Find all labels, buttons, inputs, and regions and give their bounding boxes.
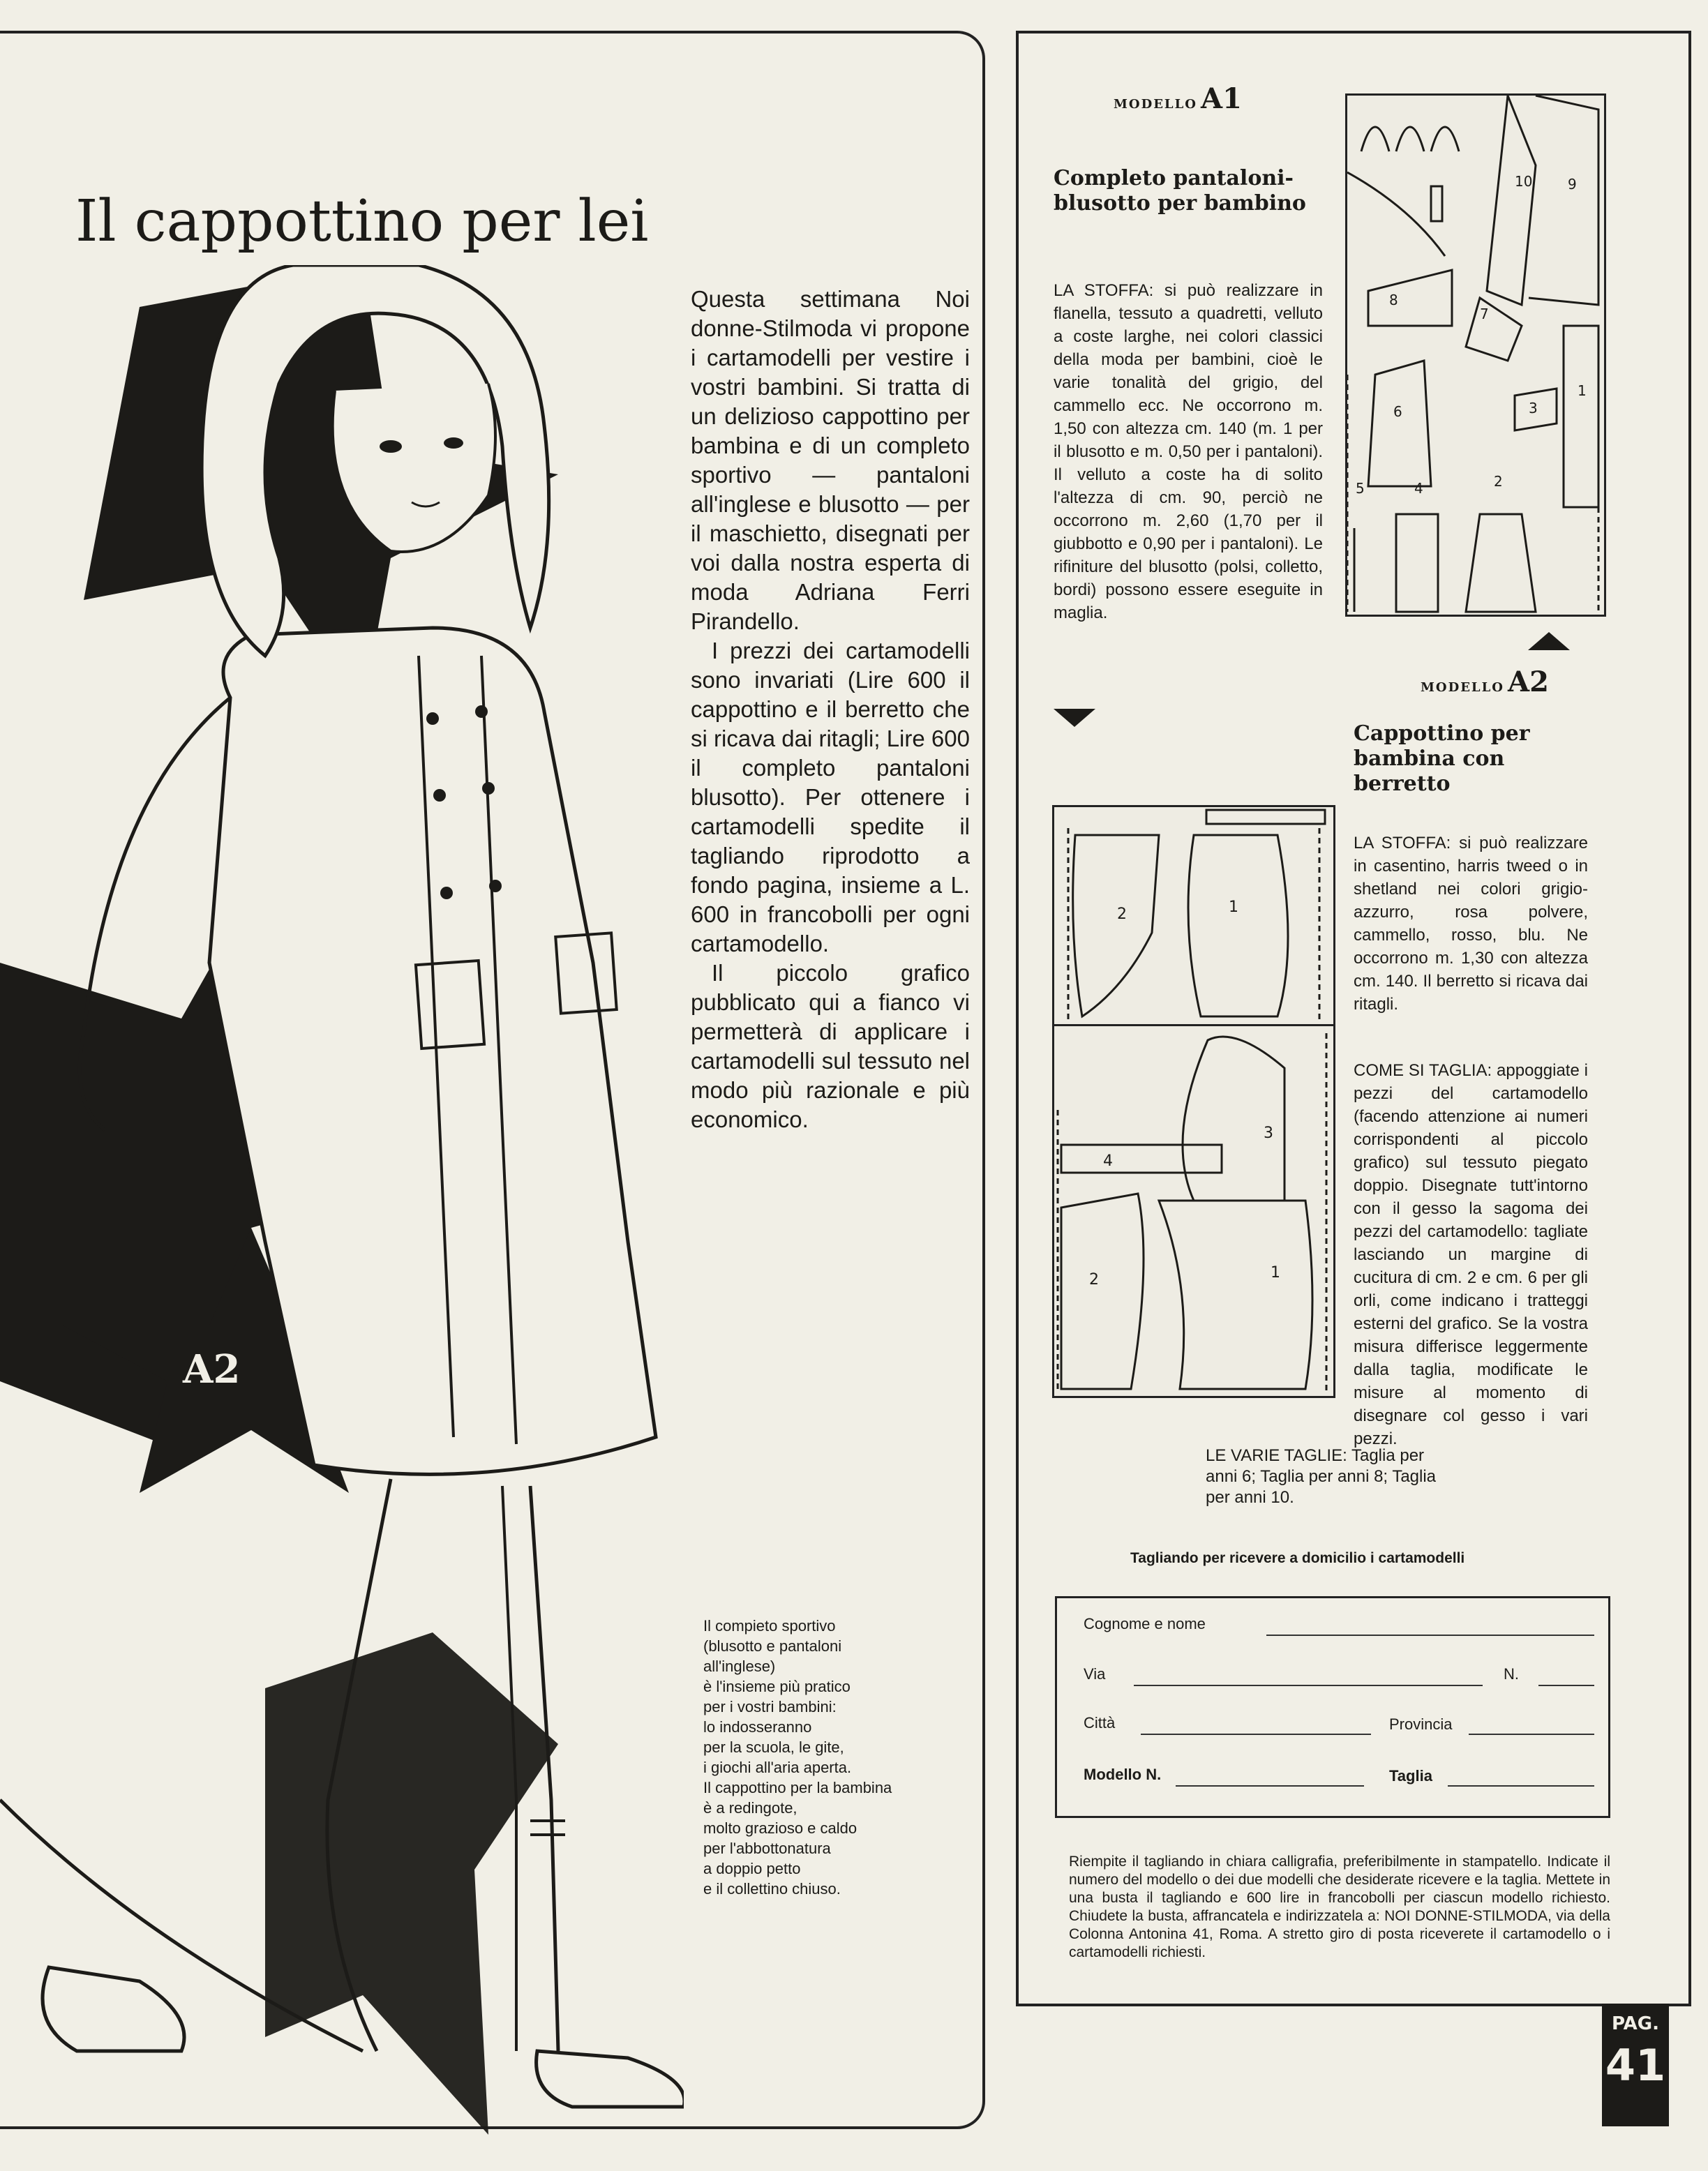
caption-line: a doppio petto [703, 1860, 801, 1877]
triangle-down-icon [1054, 709, 1095, 727]
illustration-badge: A2 [183, 1346, 241, 1392]
pattern-number: 2 [1117, 906, 1127, 923]
pattern-number: 3 [1529, 400, 1538, 416]
sizes-note: LE VARIE TAGLIE: Taglia per anni 6; Taglia per anni 8; Taglia per anni 10. [1206, 1446, 1437, 1507]
page-number: 41 [1605, 2040, 1666, 2091]
caption-line: i giochi all'aria aperta. [703, 1759, 852, 1776]
surname-label: Cognome e nome [1084, 1615, 1206, 1632]
model-number-field[interactable] [1176, 1785, 1364, 1787]
model-a2-title: Cappottino per bambina con berretto [1354, 721, 1530, 796]
pattern-number: 9 [1568, 176, 1577, 193]
model-a1-stoffa: LA STOFFA: si può realizzare in flanella, tessuto a quadretti, velluto a coste larghe, nei colori classici della moda per bambini, cioè le varie tonalità del grigio, del cammello ecc. Ne occorrono m. 1,50 con altezza cm. 140 (m. 1 per il blusotto e m. 0,50 per i pantaloni). Il velluto a coste ha di solito l'altezza di cm. 90, perciò ne occorrono m. 2,60 (1,70 per il giubbotto e 0,90 per i pantaloni). Le rifiniture del blusotto (polsi, colletto, bordi) possono essere eseguite in maglia. [1054, 281, 1323, 622]
pattern-number: 7 [1480, 306, 1489, 322]
province-label: Provincia [1389, 1715, 1453, 1733]
caption-line: all'inglese) [703, 1658, 776, 1675]
model-a2-tag [1421, 666, 1549, 698]
caption-line: e il collettino chiuso. [703, 1880, 841, 1898]
caption-line: per l'abbottonatura [703, 1840, 831, 1857]
number-field[interactable] [1538, 1685, 1594, 1686]
model-a1-tag [1114, 82, 1242, 115]
intro-text [691, 285, 970, 1134]
pattern-number: 1 [1271, 1264, 1280, 1282]
model-code: A1 [1201, 82, 1242, 115]
surname-field[interactable] [1266, 1635, 1594, 1636]
size-field[interactable] [1448, 1785, 1594, 1787]
photo-caption [703, 1616, 975, 1899]
caption-line: è l'insieme più pratico [703, 1678, 851, 1695]
pattern-number: 2 [1494, 473, 1503, 490]
pattern-number: 5 [1356, 480, 1365, 497]
model-code: A2 [1508, 666, 1549, 698]
black-star-bottom [265, 1632, 558, 2135]
pattern-number: 2 [1089, 1271, 1099, 1289]
caption-line: Il compieto sportivo [703, 1617, 836, 1635]
pattern-number: 4 [1103, 1152, 1113, 1170]
street-field[interactable] [1134, 1685, 1483, 1686]
pattern-number: 4 [1414, 480, 1423, 497]
caption-line: Il cappottino per la bambina [703, 1779, 892, 1796]
number-label: N. [1504, 1665, 1519, 1683]
model-a2-stoffa: LA STOFFA: si può realizzare in casentino, harris tweed o in shetland nei colori grigio-azzurro, rosa polvere, cammello, rosso, blu. Ne occorrono m. 1,30 con altezza cm. 140. Il berretto si ricava dai ritagli. [1354, 834, 1588, 1014]
triangle-up-icon [1528, 632, 1570, 650]
coupon-heading: Tagliando per ricevere a domicilio i cartamodelli [1130, 1550, 1465, 1566]
model-number-label: Modello N. [1084, 1766, 1162, 1783]
pattern-diagram-a1 [1345, 93, 1606, 617]
intro-paragraph-2: I prezzi dei cartamodelli sono invariati (Lire 600 il cappottino e il berretto che si ricava dai ritagli; Lire 600 il completo pantaloni blusotto). Per ottenere i cartamodelli spedite il tagliando riprodotto a fondo pagina, insieme a L. 600 in francobolli per ogni cartamodello. [691, 638, 970, 956]
pattern-number: 6 [1393, 403, 1402, 420]
page-number-box [1602, 2004, 1669, 2126]
pattern-diagram-a2-bottom [1052, 1024, 1335, 1398]
coupon-instructions: Riempite il tagliando in chiara calligrafia, preferibilmente in stampatello. Indicate il numero del modello o dei due modelli che desiderate ricevere e la taglia. Mettete in una busta il tagliando e 600 lire in francobolli per ciascun modello richiesto. Chiudete la busta, affrancatela e indirizzatela a: NOI DONNE-STILMODA, via della Colonna Antonina 41, Roma. A stretto giro di posta riceverete il cartamodello o i cartamodelli richiesti. [1069, 1854, 1610, 1960]
page-label: PAG. [1611, 2013, 1659, 2034]
caption-line: per la scuola, le gite, [703, 1738, 844, 1756]
city-field[interactable] [1141, 1734, 1371, 1735]
pattern-number: 10 [1515, 173, 1533, 190]
caption-line: (blusotto e pantaloni [703, 1637, 842, 1655]
pattern-number: 8 [1389, 292, 1398, 308]
caption-line: per i vostri bambini: [703, 1698, 837, 1715]
caption-line: lo indosseranno [703, 1718, 812, 1736]
pattern-number: 1 [1578, 382, 1587, 399]
model-a2-come-si-taglia: COME SI TAGLIA: appoggiate i pezzi del cartamodello (facendo attenzione ai numeri corrispondenti al piccolo grafico) sul tessuto piegato doppio. Disegnate tutt'intorno con il gesso la sagoma dei pezzi del cartamodello: tagliate lasciando un margine di cucitura di cm. 2 e cm. 6 per gli orli, come indicano i tratteggi esterni del grafico. Se la vostra misura differisce leggermente dalla taglia, modificate le misure al momento di disegnare col gesso i vari pezzi. [1354, 1061, 1588, 1448]
pattern-number: 1 [1229, 899, 1238, 916]
province-field[interactable] [1469, 1734, 1594, 1735]
size-label: Taglia [1389, 1767, 1432, 1785]
model-a1-title: Completo pantaloni-blusotto per bambino [1054, 166, 1306, 216]
pattern-diagram-a2-top [1052, 805, 1335, 1032]
model-label: MODELLO [1114, 97, 1197, 112]
city-label: Città [1084, 1714, 1116, 1731]
order-coupon [1055, 1596, 1610, 1818]
caption-line: molto grazioso e caldo [703, 1819, 857, 1837]
caption-line: è a redingote, [703, 1799, 797, 1817]
intro-paragraph-3: Il piccolo grafico pubblicato qui a fianco vi permetterà di applicare i cartamodelli sul tessuto nel modo più razionale e più economico. [691, 960, 970, 1132]
model-label: MODELLO [1421, 680, 1504, 695]
article-title: Il cappottino per lei [75, 188, 649, 255]
pattern-number: 3 [1264, 1125, 1273, 1142]
intro-paragraph-1: Questa settimana Noi donne-Stilmoda vi propone i cartamodelli per vestire i vostri bambini. Si tratta di un delizioso cappottino per bambina e di un completo sportivo — pantaloni all'inglese e blusotto — per il maschietto, disegnati per voi dalla nostra esperta di moda Adriana Ferri Pirandello. [691, 286, 970, 634]
street-label: Via [1084, 1665, 1106, 1683]
girl-illustration [0, 265, 684, 2149]
